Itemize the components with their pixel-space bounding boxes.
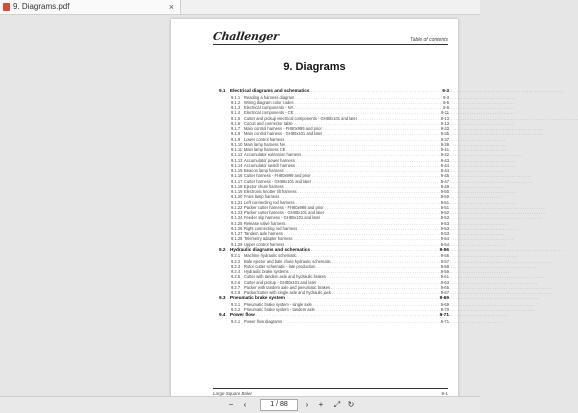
- toc-title: Right connecting rod harness . . .: [244, 226, 435, 231]
- toc-number: 9.1.12: [231, 152, 243, 158]
- toc-page: 9-50: [440, 194, 449, 200]
- toc-page: 9-43: [440, 157, 449, 163]
- toc-number: 9.2.3: [231, 263, 241, 269]
- toc-page: 9-47: [440, 178, 449, 184]
- toc-title: Pneumatic brake system - tandem axle . . .: [244, 307, 435, 312]
- toc-title: Bale ejector and bale chute hydraulic schematic . . .: [244, 259, 435, 264]
- toc-page: 9-70: [440, 307, 449, 312]
- footer-page-number: 9-1: [441, 391, 448, 396]
- toc-number: 9.1.11: [231, 147, 243, 152]
- toc-page: 9-44: [440, 168, 449, 173]
- toc-number: 9.1.5: [231, 115, 241, 121]
- toc-title: Accumulator extension harness . . .: [244, 152, 435, 157]
- toc-page: 9-71: [440, 318, 449, 324]
- header-rule: [213, 44, 448, 45]
- toc-title: Ejector chute harness . . .: [244, 184, 435, 189]
- toc-title: Packer cutter harness - GH80x101 and later . . .: [244, 210, 435, 215]
- toc-title: Pneumatic brake system - single axle . . .: [244, 302, 435, 307]
- toc-number: 9.1.3: [231, 105, 241, 110]
- toc-number: 9.1.1: [231, 94, 241, 100]
- toc-number: 9.1.22: [231, 204, 243, 210]
- toc-number: 9.3.2: [231, 307, 241, 312]
- toc-page: 9-13: [440, 115, 449, 121]
- toc-page: 9-39: [440, 141, 449, 147]
- fit-page-icon[interactable]: ⤢: [333, 400, 341, 409]
- toc-number: 9.1.27: [231, 231, 243, 236]
- toc-page: 9-61: [440, 274, 449, 280]
- toc-page: 9-54: [440, 236, 449, 242]
- toc-number: 9.2.2: [231, 258, 241, 264]
- toc-title: Machine hydraulic schematic . . .: [244, 253, 435, 258]
- toc-number: 9.4: [219, 312, 226, 318]
- header-section-label: Table of contents: [410, 37, 448, 43]
- toc-title: Accumulator switch harness . . .: [244, 163, 435, 168]
- toc-title: Accumulator power harness . . .: [244, 158, 435, 163]
- toc-title: Electrical diagrams and schematics . . .: [230, 88, 435, 95]
- toc-number: 9.1.16: [231, 173, 243, 179]
- toc-title: Circuit and connector table . . .: [244, 121, 435, 126]
- toc-title: Pneumatic brake system . . .: [230, 295, 435, 302]
- pdf-toolbar: [0, 396, 480, 413]
- toc-title: Main control harness - FH80x999 and prior . . .: [244, 126, 435, 131]
- page-number-input[interactable]: 1 / 88: [260, 399, 298, 411]
- toc-page: 9-71: [439, 312, 449, 318]
- toc-page: 9-54: [440, 241, 449, 247]
- toc-number: 9.1.9: [231, 136, 241, 142]
- toc-title: Beacon lamp harness . . .: [244, 168, 435, 173]
- toc-title: Hydraulic brake systems . . .: [244, 269, 435, 274]
- toc-page: 9-58: [440, 263, 449, 269]
- toc-page: 9-69: [439, 295, 449, 301]
- toc-number: 9.1: [219, 88, 226, 93]
- zoom-out-button[interactable]: −: [228, 400, 234, 409]
- toc-title: Cutter and pickup - GH80x101 and later . . .: [244, 280, 435, 285]
- tab-bar: [0, 0, 480, 15]
- toc-number: 9.1.18: [231, 183, 243, 189]
- toc-page: 9-57: [440, 258, 449, 264]
- toc-page: 9-49: [440, 183, 449, 189]
- toc-title: Wiring diagram color codes . . .: [244, 100, 435, 105]
- toc-page: 9-69: [440, 301, 449, 307]
- toc-title: Telemetry adapter harness . . .: [244, 236, 435, 241]
- toc-number: 9.2.7: [231, 284, 241, 290]
- toc-page: 9-53: [440, 215, 449, 221]
- toc-number: 9.2.8: [231, 290, 241, 295]
- toc-title: Electronic knotter tilt harness . . .: [244, 189, 435, 194]
- toc-page: 9-35: [440, 131, 449, 137]
- toc-number: 9.2.4: [231, 269, 241, 274]
- toc-page: 9-11: [441, 110, 449, 116]
- toc-title: Power flow diagrams . . .: [244, 319, 435, 324]
- tab-document[interactable]: [0, 0, 181, 14]
- toc-number: 9.1.7: [231, 126, 241, 131]
- toc-title: Tandem axle harness . . .: [244, 231, 435, 236]
- footer-rule: [213, 388, 448, 389]
- toc-number: 9.1.20: [231, 194, 243, 200]
- toc-title: Electrical components - NA . . .: [244, 105, 435, 110]
- toc-number: 9.1.26: [231, 225, 243, 231]
- toc-number: 9.1.4: [231, 110, 241, 116]
- toc-title: Main lamp harness NA . . .: [244, 142, 435, 147]
- toc-number: 9.1.21: [231, 199, 243, 205]
- toc-page: 9-3: [443, 94, 449, 100]
- toc-number: 9.4.1: [231, 318, 241, 324]
- toc-number: 9.1.6: [231, 120, 241, 126]
- toc-page: 9-50: [440, 189, 449, 194]
- toc-number: 9.1.15: [231, 168, 243, 173]
- toc-number: 9.2.6: [231, 279, 241, 285]
- toc-title: Front lamp harness . . .: [244, 194, 435, 199]
- toc-page: 9-65: [440, 284, 449, 290]
- toc-number: 9.1.14: [231, 162, 243, 168]
- toc-number: 9.1.28: [231, 236, 243, 242]
- toc-number: 9.2.5: [231, 274, 241, 280]
- table-of-contents: [219, 88, 449, 324]
- toc-title: Hydraulic diagrams and schematics . . .: [230, 247, 435, 254]
- toc-page: 9-41: [440, 147, 449, 152]
- toc-page: 9-8: [443, 105, 449, 110]
- toc-title: Rotor cutter schematic - late production . . .: [244, 264, 435, 269]
- toc-page: 9-37: [440, 136, 449, 142]
- toc-page: 9-3: [442, 88, 449, 93]
- toc-page: 9-51: [440, 199, 449, 205]
- toc-number: 9.3.1: [231, 301, 241, 307]
- toc-page: 9-5: [443, 99, 449, 105]
- toc-page: 9-51: [440, 204, 449, 210]
- toc-page: 9-44: [440, 162, 449, 168]
- pdf-file-icon: [3, 3, 10, 11]
- toc-number: 9.1.29: [231, 241, 243, 247]
- toc-title: Electrical components - CE . . .: [244, 110, 435, 115]
- tab-title: 9. Diagrams.pdf: [13, 2, 70, 11]
- toc-title: Packer/cutter with single axle and hydraulic jack . . .: [244, 290, 435, 295]
- toc-title: Upper control harness . . .: [244, 242, 435, 247]
- toc-number: 9.1.19: [231, 189, 243, 194]
- toc-number: 9.2: [219, 246, 226, 252]
- toc-title: Main lamp harness CE . . .: [244, 147, 435, 152]
- toc-page: 9-67: [440, 290, 449, 295]
- chapter-title: 9. Diagrams: [283, 61, 346, 73]
- toc-number: 9.1.2: [231, 99, 241, 105]
- toc-title: Cutter harness - GH80x101 and later . . .: [244, 179, 435, 184]
- toc-number: 9.1.13: [231, 157, 243, 163]
- toc-title: Feeder slip harness - GH80x101 and later . . .: [244, 215, 435, 220]
- document-viewer[interactable]: [0, 15, 480, 396]
- toc-number: 9.1.8: [231, 131, 241, 137]
- toc-title: Cutter with tandem axle and hydraulic brakes . . .: [244, 274, 435, 279]
- toc-title: Cutter and pickup electrical components - GH80x101 and later . . .: [244, 116, 435, 121]
- toc-page: 9-56: [439, 246, 449, 252]
- toc-number: 9.1.24: [231, 215, 243, 221]
- toc-title: Power flow . . .: [230, 312, 435, 319]
- brand-logo: Challenger: [212, 30, 280, 43]
- toc-title: Lower control harness . . .: [244, 137, 435, 142]
- toc-page: 9-13: [440, 120, 449, 126]
- toc-page: 9-63: [440, 279, 449, 285]
- toc-page: 9-33: [440, 126, 449, 131]
- toc-page: 9-52: [440, 210, 449, 215]
- toc-title: Packer cutter harness - FH80x999 and prior . . .: [244, 205, 435, 210]
- toc-number: 9.1.10: [231, 141, 243, 147]
- toc-number: 9.1.17: [231, 178, 243, 184]
- toc-page: 9-53: [440, 225, 449, 231]
- toc-title: Reading a harness diagram . . .: [244, 95, 435, 100]
- toc-page: 9-42: [440, 152, 449, 158]
- toc-page: 9-56: [440, 253, 449, 259]
- toc-page: 9-59: [440, 269, 449, 274]
- footer-product: Large Square Baler: [213, 391, 253, 396]
- previous-page-button[interactable]: ‹: [243, 400, 247, 409]
- toc-page: 9-53: [440, 220, 449, 226]
- toc-page: 9-53: [440, 231, 449, 236]
- toc-page: 9-45: [440, 173, 449, 179]
- rotate-icon[interactable]: ↻: [347, 400, 355, 409]
- toc-title: Left connecting rod harness . . .: [244, 200, 435, 205]
- close-icon[interactable]: ×: [168, 2, 174, 12]
- toc-title: Main control harness - GH80x101 and later . . .: [244, 131, 435, 136]
- toc-number: 9.3: [219, 295, 226, 301]
- toc-number: 9.1.23: [231, 210, 243, 215]
- toc-number: 9.1.25: [231, 220, 243, 226]
- toc-number: 9.2.1: [231, 253, 241, 259]
- next-page-button[interactable]: ›: [305, 400, 309, 409]
- toc-title: Release valve harness . . .: [244, 221, 435, 226]
- toc-entry[interactable]: [219, 319, 449, 324]
- toc-title: Cutter harness - FH80x999 and prior . . .: [244, 173, 435, 178]
- toc-title: Packer with tandem axle and pneumatic brakes . . .: [244, 285, 435, 290]
- pdf-page: [171, 19, 458, 407]
- zoom-in-button[interactable]: +: [318, 400, 324, 409]
